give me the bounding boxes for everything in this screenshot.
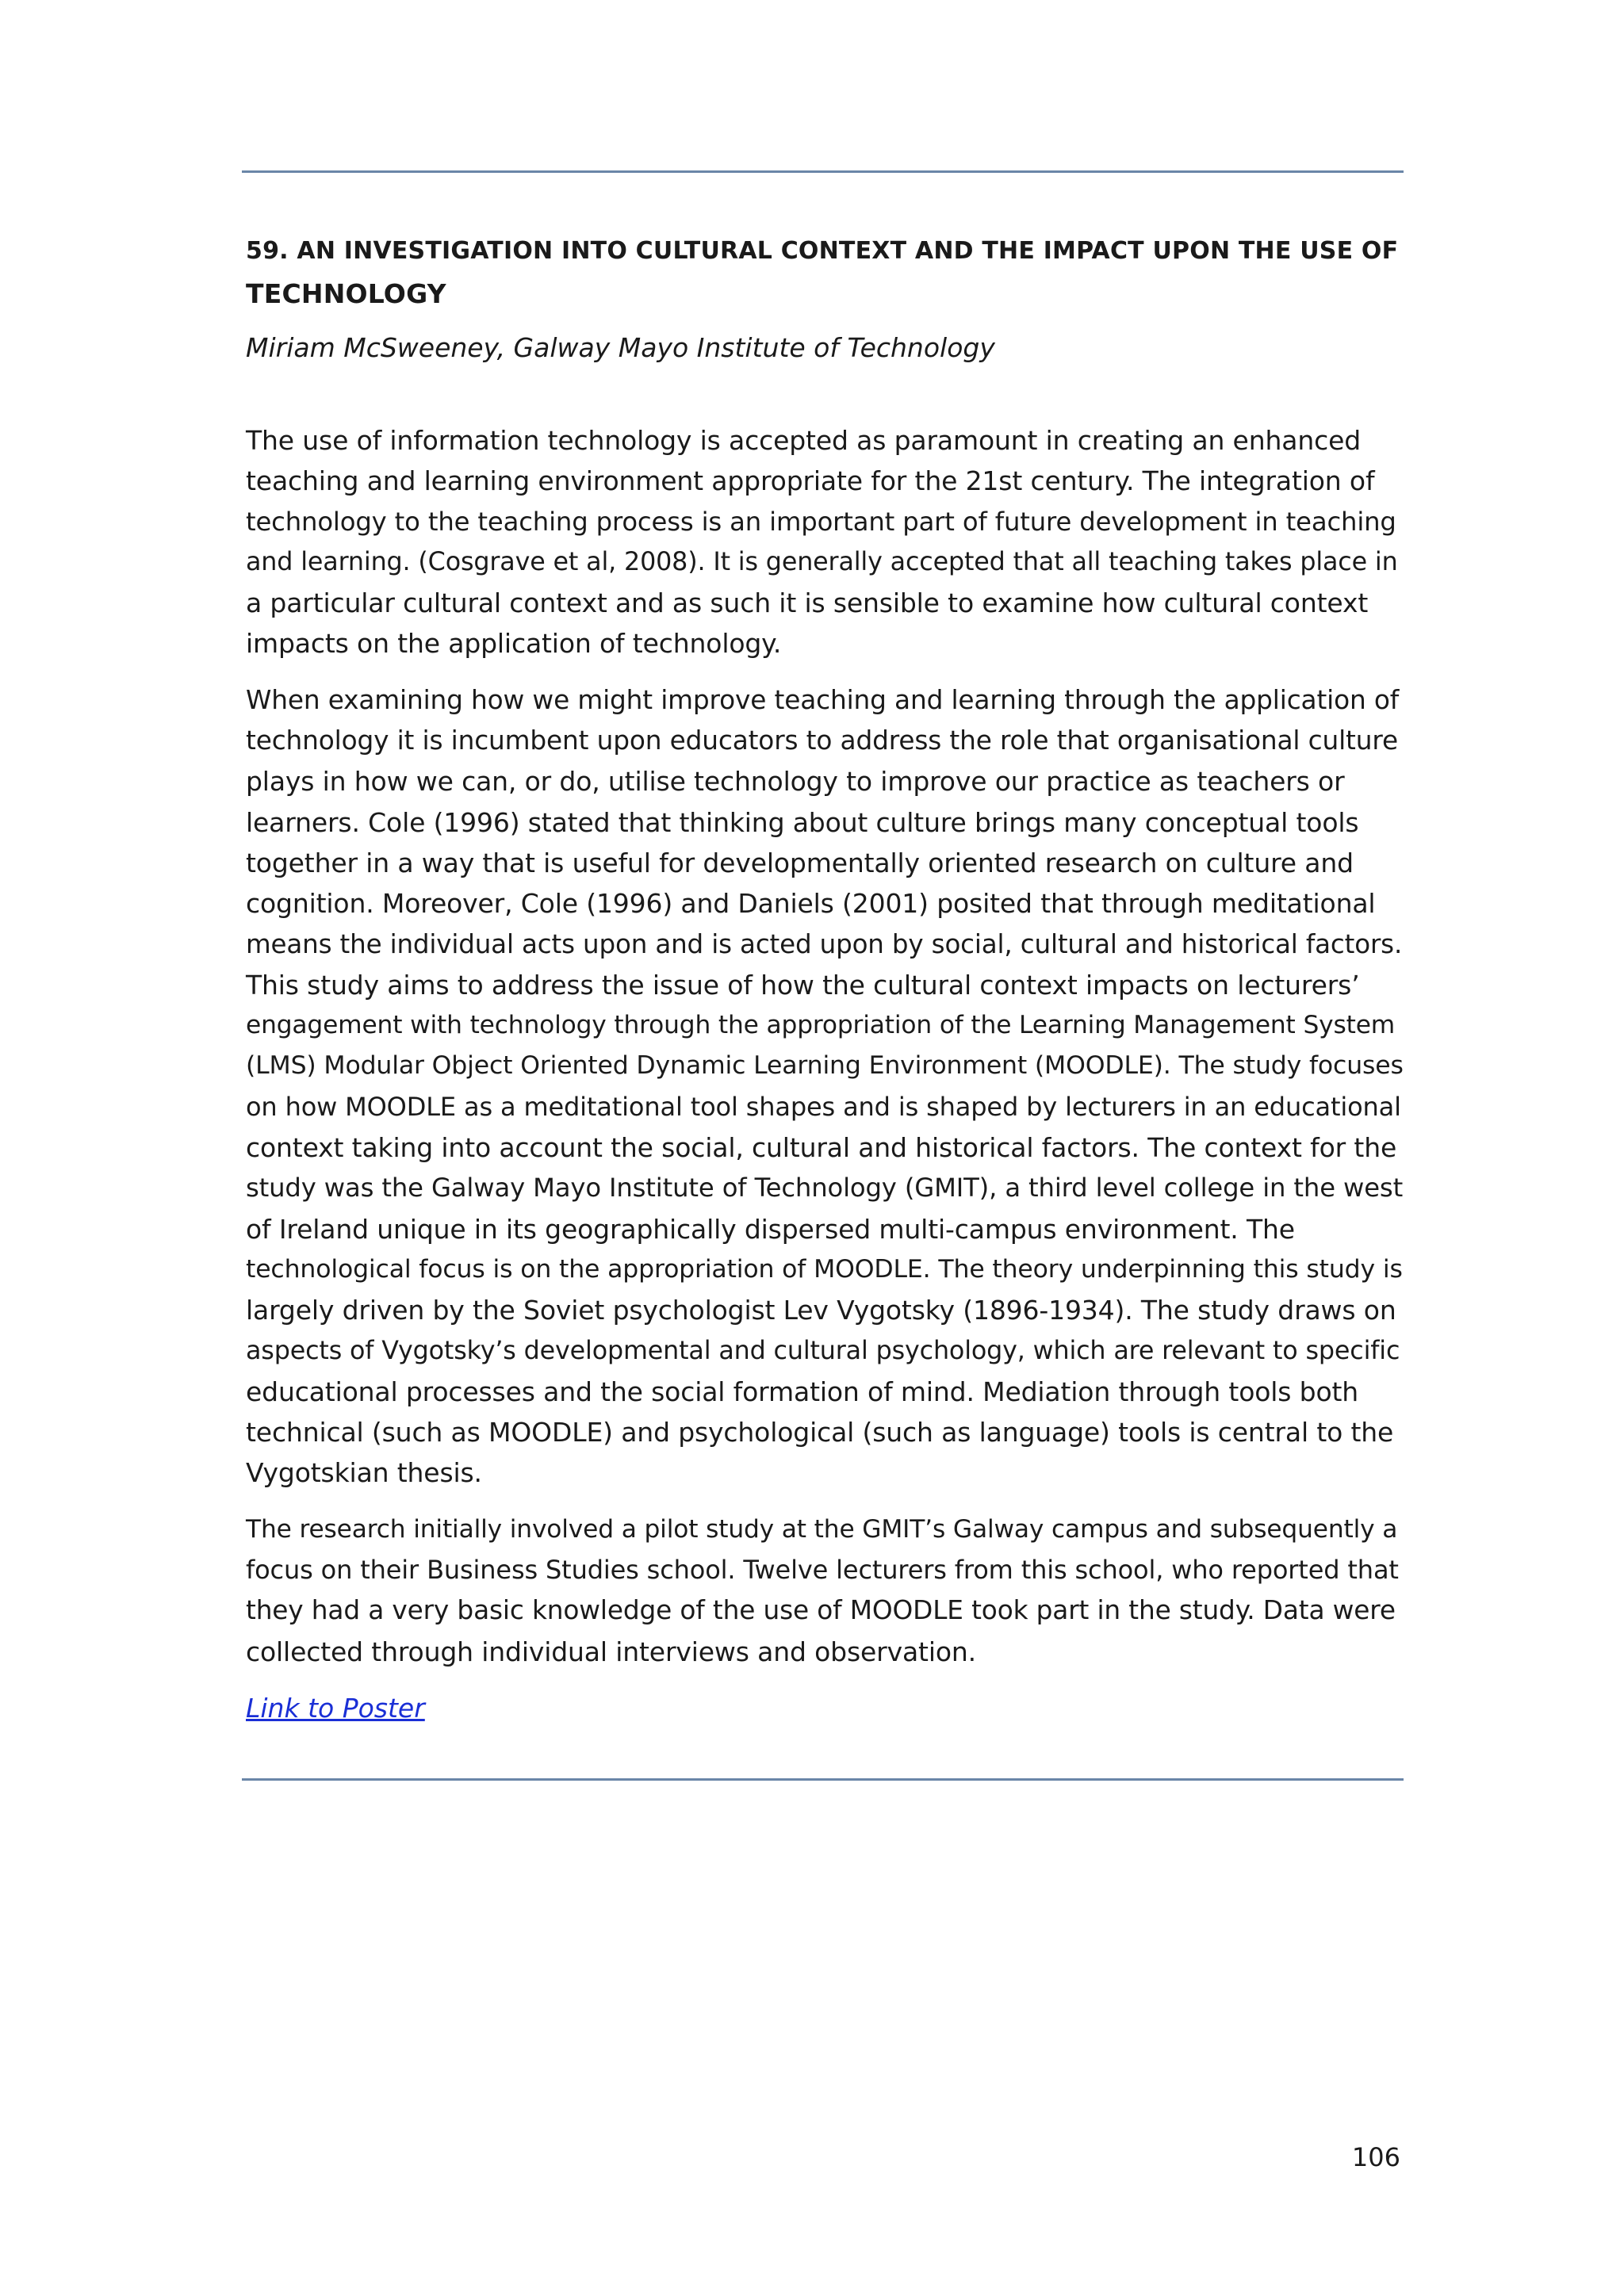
- paragraph-line: educational processes and the social formation of mind. Mediation through tools both: [246, 1376, 1359, 1407]
- paragraph-line: study was the Galway Mayo Institute of Technology (GMIT), a third level college in the west: [246, 1173, 1404, 1203]
- paragraph-line: they had a very basic knowledge of the use of MOODLE took part in the study. Data were: [246, 1595, 1396, 1626]
- article-title: [246, 230, 1404, 316]
- paragraph-line: plays in how we can, or do, utilise technology to improve our practice as teachers or: [246, 766, 1345, 798]
- paragraph-line: teaching and learning environment appropriate for the 21st century. The integration of: [246, 465, 1375, 497]
- paragraph-line: of Ireland unique in its geographically dispersed multi-campus environment. The: [246, 1213, 1295, 1245]
- paragraph-1: [246, 420, 1404, 664]
- poster-link[interactable]: Link to Poster: [246, 1692, 425, 1724]
- paragraph-line: impacts on the application of technology.: [246, 628, 782, 660]
- article-number: 59.: [246, 237, 289, 265]
- paragraph-line: on how MOODLE as a meditational tool shapes and is shaped by lecturers in an educational: [246, 1091, 1401, 1122]
- paragraph-line: The research initially involved a pilot study at the GMIT’s Galway campus and subsequently a: [246, 1514, 1398, 1544]
- paragraph-line: (LMS) Modular Object Oriented Dynamic Learning Environment (MOODLE). The study focuses: [246, 1051, 1404, 1081]
- paragraph-line: engagement with technology through the appropriation of the Learning Management System: [246, 1011, 1396, 1040]
- paragraph-line: technological focus is on the appropriation of MOODLE. The theory underpinning this study is: [246, 1254, 1403, 1284]
- paragraph-line: focus on their Business Studies school. Twelve lecturers from this school, who reported that: [246, 1555, 1399, 1586]
- top-divider: [242, 170, 1404, 173]
- paragraph-line: technology it is incumbent upon educators to address the role that organisational culture: [246, 725, 1398, 756]
- paragraph-2: [246, 680, 1404, 1494]
- paragraph-line: largely driven by the Soviet psychologist Lev Vygotsky (1896-1934). The study draws on: [246, 1295, 1396, 1326]
- page-number: 106: [1351, 2142, 1400, 2172]
- paragraph-line: aspects of Vygotsky’s developmental and cultural psychology, which are relevant to specific: [246, 1336, 1400, 1365]
- paragraph-line: and learning. (Cosgrave et al, 2008). It is generally accepted that all teaching takes place in: [246, 547, 1398, 576]
- paragraph-line: Vygotskian thesis.: [246, 1457, 482, 1489]
- paragraph-line: means the individual acts upon and is acted upon by social, cultural and historical factors.: [246, 928, 1403, 959]
- title-line-1: [246, 230, 1404, 273]
- article-author: Miriam McSweeney, Galway Mayo Institute of Technology: [246, 332, 995, 363]
- bottom-divider: [242, 1778, 1404, 1781]
- paragraph-line: technical (such as MOODLE) and psychological (such as language) tools is central to the: [246, 1417, 1394, 1448]
- paragraph-line: The use of information technology is accepted as paramount in creating an enhanced: [246, 425, 1362, 456]
- paragraph-line: cognition. Moreover, Cole (1996) and Daniels (2001) posited that through meditational: [246, 888, 1376, 920]
- article-content: [246, 230, 1404, 1728]
- paragraph-line: collected through individual interviews and observation.: [246, 1636, 976, 1667]
- title-text-line-1: AN INVESTIGATION INTO CULTURAL CONTEXT AND THE IMPACT UPON THE USE OF: [297, 237, 1399, 265]
- title-text-line-2: TECHNOLOGY: [246, 278, 446, 309]
- paragraph-line: learners. Cole (1996) stated that thinking about culture brings many conceptual tools: [246, 806, 1359, 838]
- paragraph-line: This study aims to address the issue of how the cultural context impacts on lecturers’: [246, 969, 1360, 1001]
- paragraph-3: [246, 1510, 1404, 1672]
- paragraph-line: When examining how we might improve teaching and learning through the application of: [246, 684, 1400, 715]
- paragraph-line: a particular cultural context and as such it is sensible to examine how cultural context: [246, 587, 1369, 619]
- paragraph-line: technology to the teaching process is an important part of future development in teaching: [246, 506, 1396, 537]
- paragraph-line: together in a way that is useful for developmentally oriented research on culture and: [246, 847, 1354, 878]
- paragraph-line: context taking into account the social, cultural and historical factors. The context for the: [246, 1132, 1397, 1164]
